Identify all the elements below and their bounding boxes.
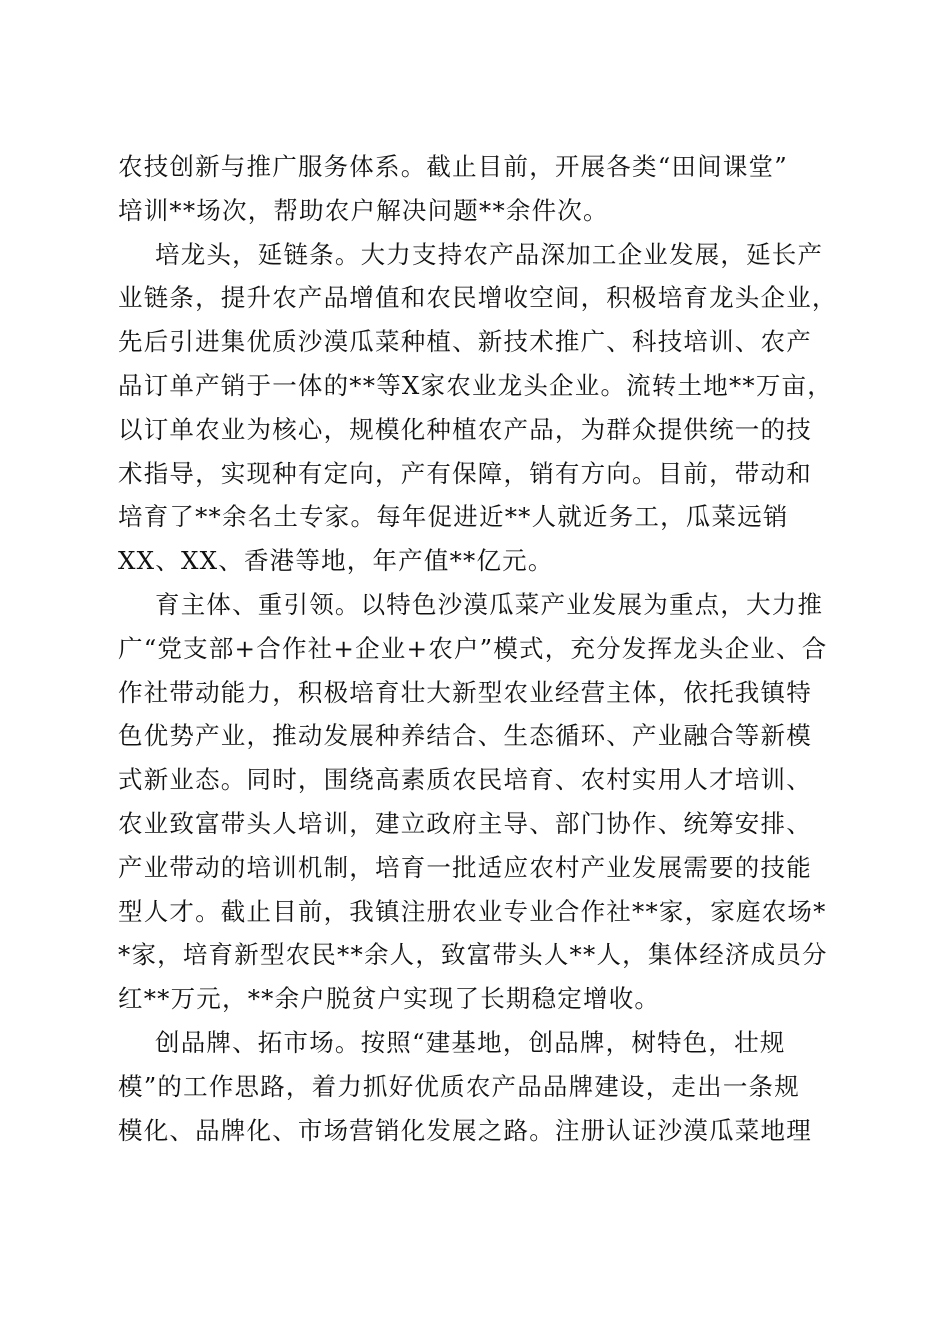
text-line: 农业致富带头人培训，建立政府主导、部门协作、统筹安排、 — [118, 808, 812, 838]
text-line: *家，培育新型农民**余人，致富带头人**人，集体经济成员分 — [118, 940, 828, 970]
text-line: 模”的工作思路，着力抓好优质农产品品牌建设，走出一条规 — [118, 1071, 800, 1101]
text-line: 农技创新与推广服务体系。截止目前，开展各类“田间课堂” — [118, 152, 788, 181]
text-line: 模化、品牌化、市场营销化发展之路。注册认证沙漠瓜菜地理 — [118, 1115, 812, 1145]
text-line: 作社带动能力，积极培育壮大新型农业经营主体，依托我镇特 — [118, 677, 812, 707]
text-line: 式新业态。同时，围绕高素质农民培育、农村实用人才培训、 — [118, 765, 812, 795]
paragraph-heading-line: 创品牌、拓市场。按照“建基地，创品牌，树特色，壮规 — [155, 1027, 786, 1057]
paragraph-heading-line: 育主体、重引领。以特色沙漠瓜菜产业发展为重点，大力推 — [155, 589, 824, 619]
text-line: 先后引进集优质沙漠瓜菜种植、新技术推广、科技培训、农产 — [118, 327, 812, 357]
text-line: 培育了**余名土专家。每年促进近**人就近务工，瓜菜远销 — [118, 502, 789, 532]
document-page — [118, 145, 838, 1152]
text-line: 红**万元，**余户脱贫户实现了长期稳定增收。 — [118, 984, 661, 1014]
text-line: XX、XX、香港等地，年产值**亿元。 — [118, 546, 554, 576]
text-line: 业链条，提升农产品增值和农民增收空间，积极培育龙头企业， — [118, 283, 838, 313]
text-line: 色优势产业，推动发展种养结合、生态循环、产业融合等新模 — [118, 721, 812, 751]
text-line: 产业带动的培训机制，培育一批适应农村产业发展需要的技能 — [118, 852, 812, 882]
text-line: 术指导，实现种有定向，产有保障，销有方向。目前，带动和 — [118, 458, 812, 488]
text-line: 以订单农业为核心，规模化种植农产品，为群众提供统一的技 — [118, 414, 812, 444]
text-line: 品订单产销于一体的**等X家农业龙头企业。流转土地**万亩， — [118, 370, 833, 400]
paragraph-heading-line: 培龙头，延链条。大力支持农产品深加工企业发展，延长产 — [155, 239, 824, 269]
text-line: 型人才。截止目前，我镇注册农业专业合作社**家，家庭农场* — [118, 896, 827, 926]
text-line: 广“党支部+合作社+企业+农户”模式，充分发挥龙头企业、合 — [118, 633, 828, 663]
text-line: 培训**场次，帮助农户解决问题**余件次。 — [118, 195, 609, 225]
